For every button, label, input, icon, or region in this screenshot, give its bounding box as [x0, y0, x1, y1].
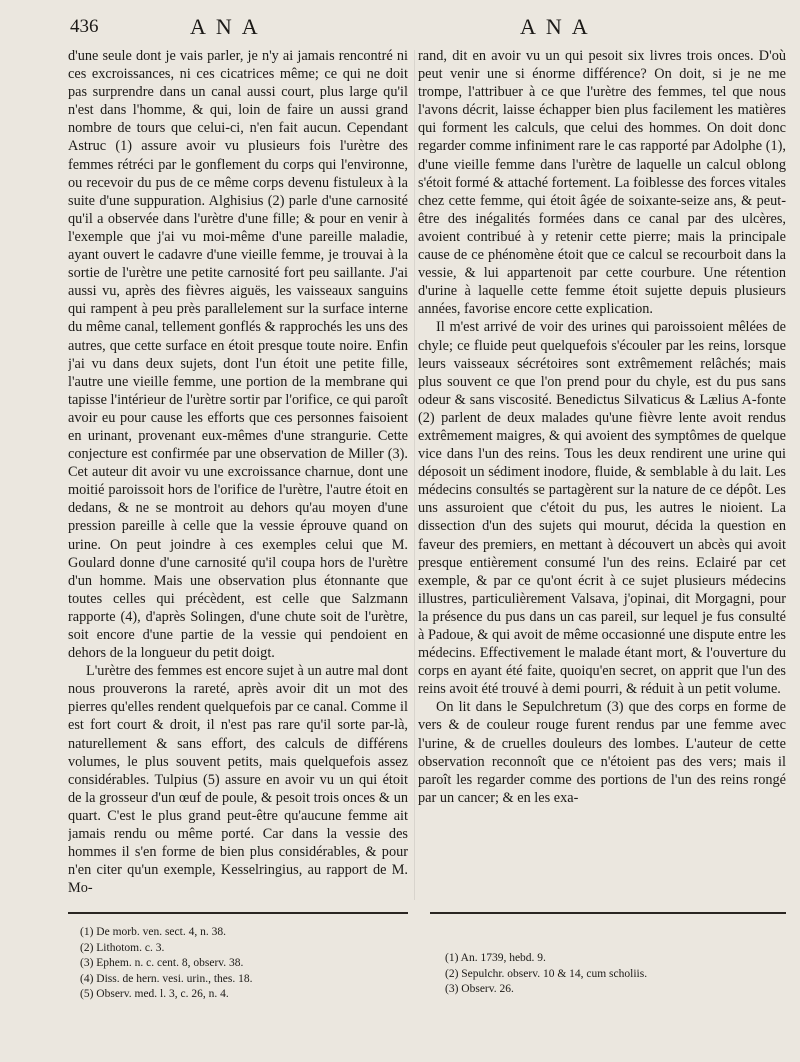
footnote-rule-right — [430, 912, 786, 914]
footnote: (2) Lithotom. c. 3. — [80, 941, 165, 954]
paragraph: d'une seule dont je vais parler, je n'y ai jamais rencontré ni ces excroissances, ni ces cicatrices même; ce qui ne doit pas surprendre dans un canal aussi court, plus large qu'il n'est dans l'homme, & qui, loin de faire un aussi grand nombre de tours que celui-ci, n'en fait aucun. Cependant Astruc (1) assure avoir vu plusieurs fois l'urètre des femmes rétréci par le gonflement du corps qui l'environne, ou recevoir du pus de ce même corps devenu fistuleux à la suite d'une suppuration. Alghisius (2) parle d'une carnosité qu'il a observée dans l'urètre d'une fille; & pour en venir à l'exemple que j'ai vu moi-même d'une pareille maladie, ayant ouvert le cadavre d'une vieille femme, je trouvai à la sortie de l'urètre une petite carnosité fort peu saillante. J'ai aussi vu, après des fièvres aiguës, les vaisseaux sanguins qui rampent à peu près parallelement sur la surface interne du même canal, tellement gonflés & rapprochés les uns des autres, que cette surface en étoit presque toute noire. Enfin j'ai vu dans deux sujets, dont l'un étoit une petite fille, l'autre une vieille femme, une portion de la membrane qui tapisse l'intérieur de l'urètre sortir par l'orifice, ce qui paroît avoir eu pour cause les efforts que ces personnes faisoient en urinant, provenant eux-mêmes d'une strangurie. Cette conjecture est confirmée par une observation de Miller (3). Cet auteur dit avoir vu une excroissance charnue, dont une moitié paroissoit hors de l'orifice de l'urètre, l'autre étoit en dedans, & ne se montroit au dehors qu'au moyen d'une pression pareille à celle que la vessie éprouve quand on urine. On peut joindre à ces exemples celui que M. Goulard donne d'une carnosité qu'il coupa hors de l'urètre d'un homme. Mais une observation plus étonnante que toutes celles qui précèdent, est celle que Salzmann rapporte (4), d'après Solingen, d'une chute soit de l'urètre, soit encore d'une partie de la vessie qui pendoient en dehors de la longueur du petit doigt. — [68, 48, 408, 662]
running-head-left: ANA — [190, 14, 268, 39]
footnote: (1) De morb. ven. sect. 4, n. 38. — [80, 926, 226, 938]
footnote-rule-left — [68, 912, 408, 914]
page-header — [0, 12, 800, 46]
paragraph: rand, dit en avoir vu un qui pesoit six livres trois onces. D'où peut venir une si énorme différence? On doit, si je ne me trompe, l'attribuer à ce que l'urètre des femmes, tel que nous l'avons décrit, laisse échapper bien plus facilement les matières qui forment les calculs, que celui des hommes. On doit donc regarder comme infiniment rare le cas rapporté par Adolphe (1), d'une vieille femme dans l'urètre de laquelle un calcul oblong s'étoit formé & attaché fortement. La foiblesse des forces vitales chez cette femme, qui étoit âgée de soixante-seize ans, & peut-être des inégalités formées dans ce canal par des ulcères, avoient contribué à y retenir cette pierre; mais la principale cause de ce phénomène étoit que ce calcul se recourboit dans la vessie, & lui appartenoit par cette courbure. Une rétention d'urine à laquelle cette femme étoit sujette depuis plusieurs années, favorise encore cette explication. — [418, 48, 786, 318]
running-head-right: ANA — [520, 14, 598, 39]
footnote: (4) Diss. de hern. vesi. urin., thes. 18. — [80, 972, 253, 985]
footnote: (2) Sepulchr. observ. 10 & 14, cum scholiis. — [445, 967, 648, 980]
footnote: (3) Ephem. n. c. cent. 8, observ. 38. — [80, 957, 244, 969]
page-number: 436 — [70, 16, 99, 37]
paragraph: L'urètre des femmes est encore sujet à un autre mal dont nous prouverons la rareté, après avoir dit un mot des pierres qu'elles rendent quelquefois par ce canal. Comme il est fort court & droit, il n'est pas rare qu'il sorte par-là, naturellement & sans effort, des calculs de différens volumes, le plus souvent petits, mais quelquefois assez considérables. Tulpius (5) assure en avoir vu un qui étoit de la grosseur d'un œuf de poule, & pesoit trois onces & un quart. C'est le plus grand peut-être qu'aucune femme ait jamais rendu ou même porté. Car dans la vessie des hommes il s'en forme de bien plus considérables, & pour n'en citer qu'un exemple, Kesselringius, au rapport de M. Mo- — [68, 663, 408, 897]
column-gutter — [414, 50, 415, 900]
footnote: (3) Observ. 26. — [445, 983, 514, 995]
footnotes-right — [445, 951, 775, 998]
footnotes-left — [80, 925, 400, 1003]
paragraph: Il m'est arrivé de voir des urines qui paroissoient mêlées de chyle; ce fluide peut quelquefois s'écouler par les reins, lorsque leurs vaisseaux sécrétoires sont extrêmement relâchés; mais plus souvent ce que l'on prend pour du chyle, est du pus sans odeur & sans viscosité. Benedictus Silvaticus & Lælius A-fonte (2) parlent de deux malades qu'une fièvre lente avoit rendus extrêmement maigres, & qui avoient des symptômes de quelque vice dans l'un des reins. Tous les deux rendirent une urine qui déposoit un sédiment inodore, fluide, & semblable à du lait. Les médecins consultés se partagèrent sur la nature de ce dépôt. Les uns assuroient que c'étoit du pus, les autres le nioient. La dissection d'un des sujets qui mourut, décida la question en faveur des premiers, en mettant à découvert un abcès qui avoit presque entièrement consumé l'un des reins. Eclairé par cet exemple, & par ce qu'ont écrit à ce sujet plusieurs médecins illustres, particulièrement Valsava, j'opinai, dit Morgagni, pour la présence du pus dans un cas pareil, sur lequel je fus consulté à Padoue, & qui avoit de même occasionné une dispute entre les médecins. Effectivement le malade étant mort, & l'ouverture du corps en ayant été faite, quoiqu'en secret, on apprit que l'un des reins avoit été trouvé à demi pourri, & réduit à un petit volume. — [418, 319, 786, 698]
paragraph: On lit dans le Sepulchretum (3) que des corps en forme de vers & de couleur rouge furent rendus par une femme avec l'urine, & de cruelles douleurs des lombes. L'auteur de cette observation reconnoît que ce n'étoient pas des vers; mais il paroît les regarder comme des portions de l'un des reins rongé par un cancer; & en les exa- — [418, 699, 786, 806]
right-column — [418, 47, 786, 899]
footnote: (5) Observ. med. l. 3, c. 26, n. 4. — [80, 988, 229, 1000]
left-column — [68, 47, 408, 899]
footnote: (1) An. 1739, hebd. 9. — [445, 952, 546, 964]
